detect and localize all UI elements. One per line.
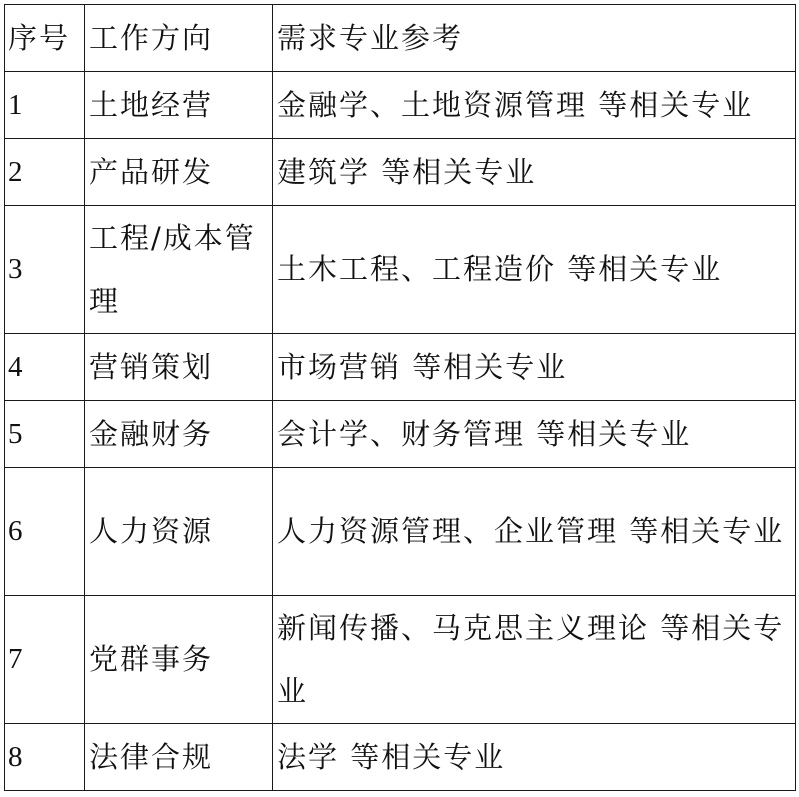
table-row (5, 206, 796, 334)
row-majors: 金融学、土地资源管理 等相关专业 (273, 72, 796, 139)
table-header-row (5, 5, 796, 72)
row-no: 8 (5, 724, 85, 791)
row-majors: 新闻传播、马克思主义理论 等相关专业 (273, 596, 796, 724)
row-direction: 土地经营 (85, 72, 273, 139)
row-no: 7 (5, 596, 85, 724)
header-direction: 工作方向 (85, 5, 273, 72)
row-majors: 会计学、财务管理 等相关专业 (273, 401, 796, 468)
table-row (5, 724, 796, 791)
table-row (5, 596, 796, 724)
row-majors: 人力资源管理、企业管理 等相关专业 (273, 468, 796, 596)
row-no: 6 (5, 468, 85, 596)
requirements-table (4, 4, 796, 791)
row-no: 3 (5, 206, 85, 334)
header-majors: 需求专业参考 (273, 5, 796, 72)
row-direction: 营销策划 (85, 334, 273, 401)
table-row (5, 468, 796, 596)
row-direction: 金融财务 (85, 401, 273, 468)
row-direction: 工程/成本管理 (85, 206, 273, 334)
row-direction: 人力资源 (85, 468, 273, 596)
table-row (5, 139, 796, 206)
table-row (5, 72, 796, 139)
row-majors: 土木工程、工程造价 等相关专业 (273, 206, 796, 334)
row-no: 5 (5, 401, 85, 468)
header-no: 序号 (5, 5, 85, 72)
table-row (5, 401, 796, 468)
row-direction: 法律合规 (85, 724, 273, 791)
row-majors: 法学 等相关专业 (273, 724, 796, 791)
row-majors: 建筑学 等相关专业 (273, 139, 796, 206)
row-no: 1 (5, 72, 85, 139)
row-no: 2 (5, 139, 85, 206)
row-no: 4 (5, 334, 85, 401)
row-direction: 党群事务 (85, 596, 273, 724)
table-row (5, 334, 796, 401)
row-majors: 市场营销 等相关专业 (273, 334, 796, 401)
row-direction: 产品研发 (85, 139, 273, 206)
